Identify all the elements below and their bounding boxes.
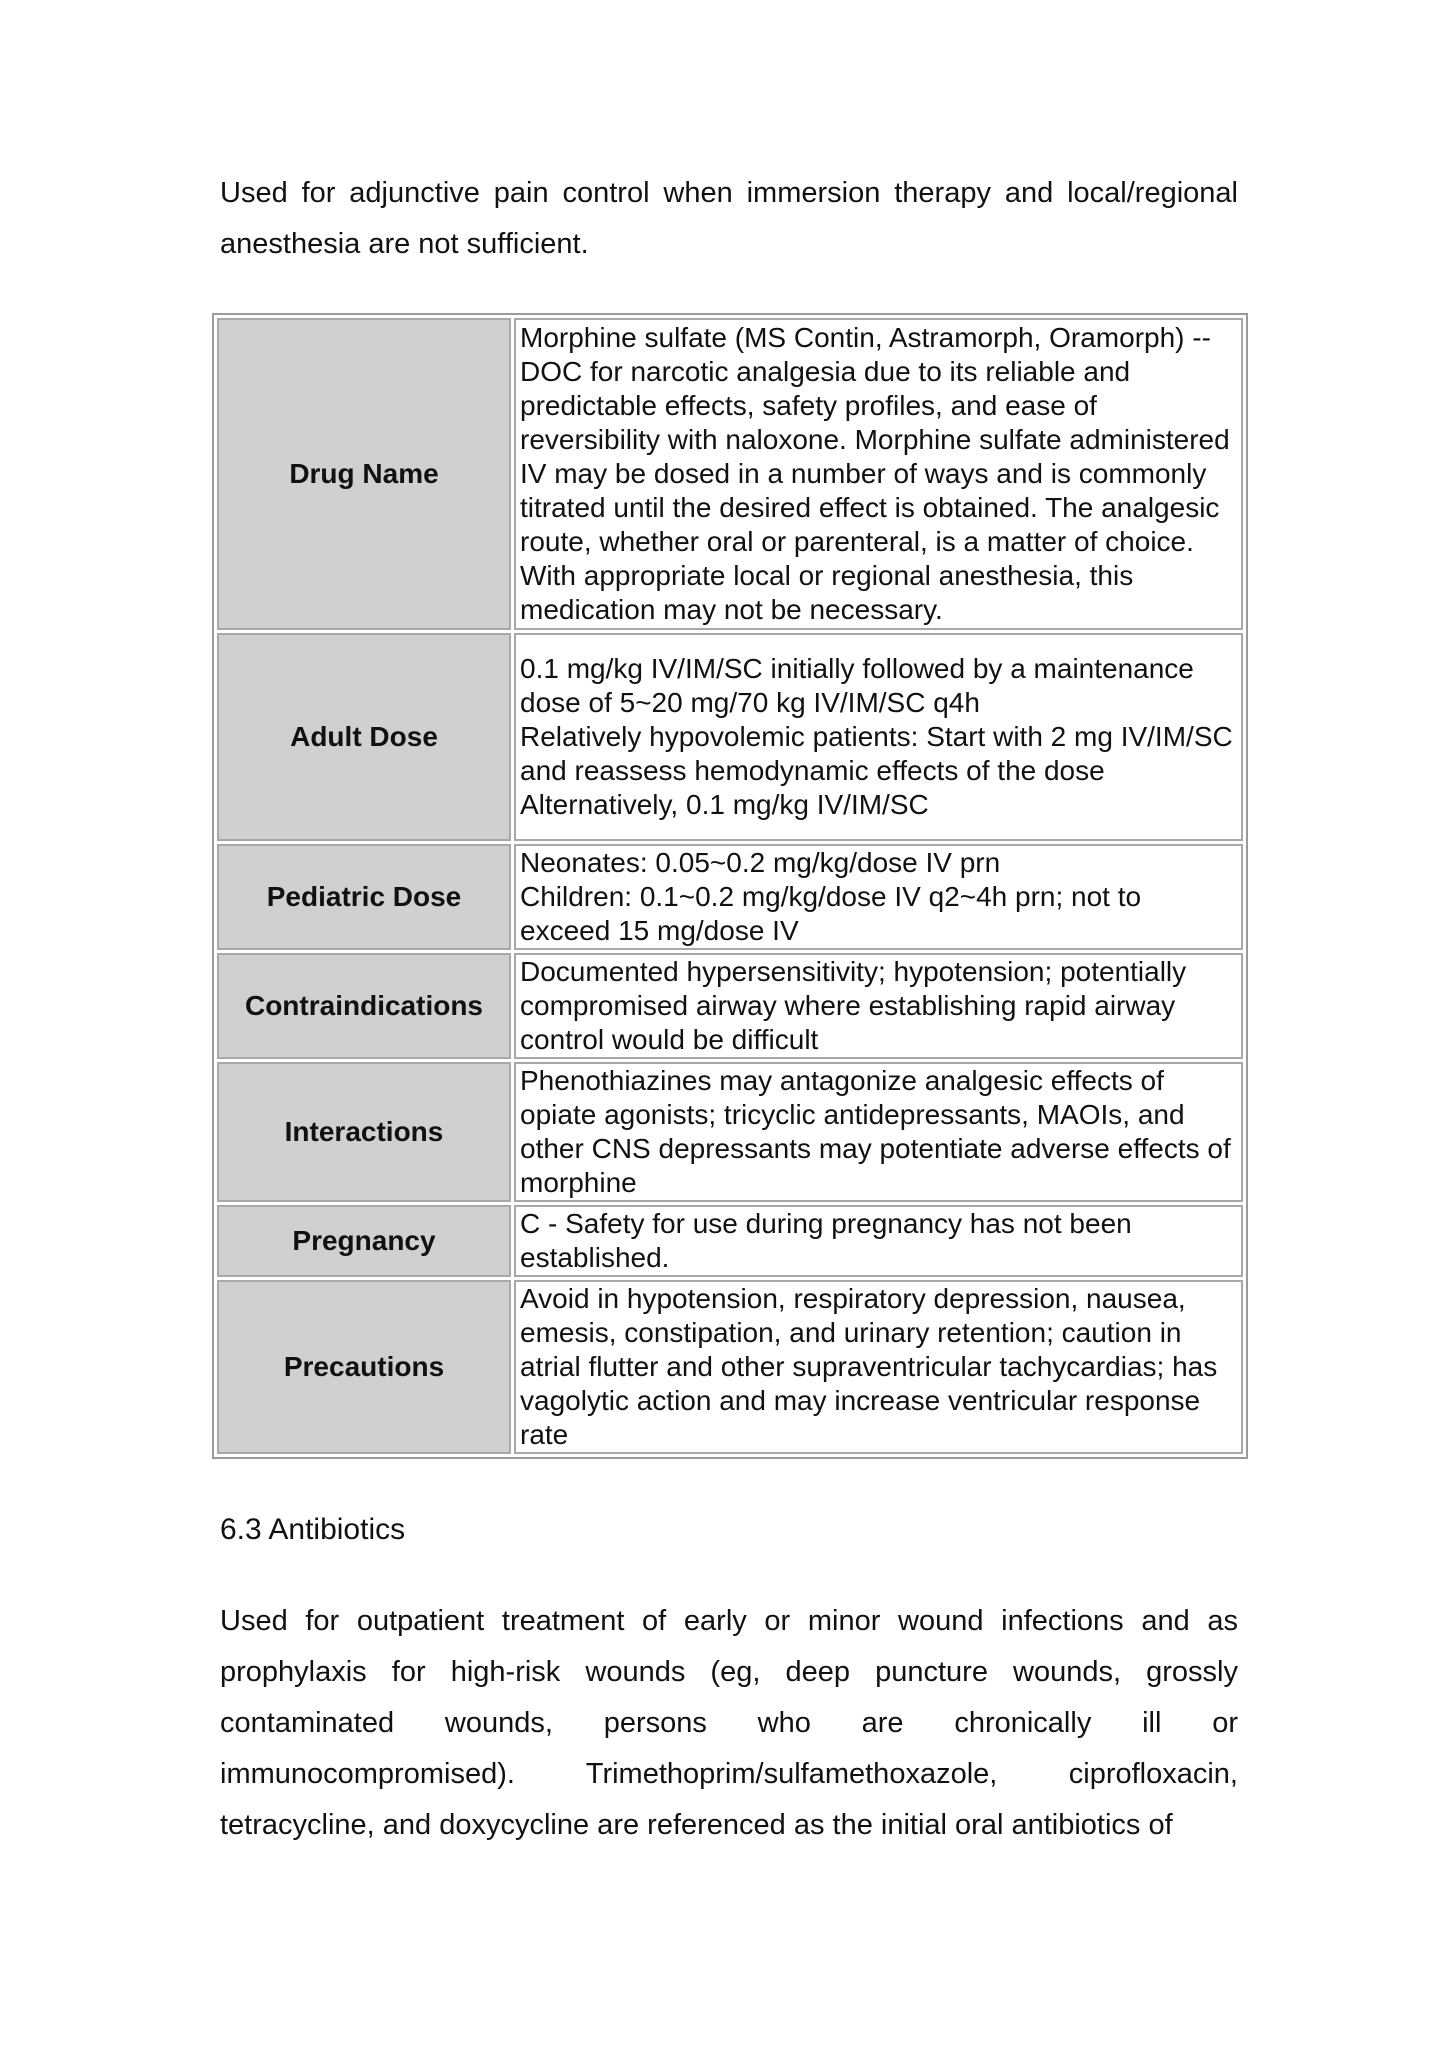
adult-dose-line-2: Relatively hypovolemic patients: Start with 2 mg IV/IM/SC and reassess hemodynamic effects of the dose	[520, 721, 1233, 786]
table-row-adult-dose	[217, 633, 1243, 841]
row-label-pediatric-dose: Pediatric Dose	[217, 844, 511, 950]
pediatric-dose-line-2: Children: 0.1~0.2 mg/kg/dose IV q2~4h prn; not to exceed 15 mg/dose IV	[520, 881, 1142, 946]
row-value-contraindications: Documented hypersensitivity; hypotension; potentially compromised airway where establishing rapid airway control would be difficult	[514, 953, 1243, 1059]
table-row-contraindications	[217, 953, 1243, 1059]
row-label-contraindications: Contraindications	[217, 953, 511, 1059]
row-value-pregnancy: C - Safety for use during pregnancy has not been established.	[514, 1205, 1243, 1277]
row-value-drug-name: Morphine sulfate (MS Contin, Astramorph, Oramorph) -- DOC for narcotic analgesia due to its reliable and predictable effects, safety profiles, and ease of reversibility with naloxone. Morphine sulfate administered IV may be dosed in a number of ways and is commonly titrated until the desired effect is obtained. The analgesic route, whether oral or parenteral, is a matter of choice. With appropriate local or regional anesthesia, this medication may not be necessary.	[514, 318, 1243, 630]
intro-paragraph: Used for adjunctive pain control when immersion therapy and local/regional anesthesia are not sufficient.	[220, 177, 1238, 260]
row-value-pediatric-dose	[514, 844, 1243, 950]
table-row-precautions	[217, 1280, 1243, 1454]
row-value-precautions: Avoid in hypotension, respiratory depression, nausea, emesis, constipation, and urinary retention; caution in atrial flutter and other supraventricular tachycardias; has vagolytic action and may increase ventricular response rate	[514, 1280, 1243, 1454]
table-row-pregnancy	[217, 1205, 1243, 1277]
row-label-interactions: Interactions	[217, 1062, 511, 1202]
adult-dose-line-1: 0.1 mg/kg IV/IM/SC initially followed by a maintenance dose of 5~20 mg/70 kg IV/IM/SC q4h	[520, 653, 1194, 718]
adult-dose-line-3: Alternatively, 0.1 mg/kg IV/IM/SC	[520, 789, 929, 820]
drug-info-table	[212, 313, 1248, 1459]
pediatric-dose-line-1: Neonates: 0.05~0.2 mg/kg/dose IV prn	[520, 847, 1001, 878]
row-label-drug-name: Drug Name	[217, 318, 511, 630]
antibiotics-paragraph: Used for outpatient treatment of early or minor wound infections and as prophylaxis for high-risk wounds (eg, deep puncture wounds, grossly contaminated wounds, persons who are chronically ill or immunocompromised). Trimethoprim/sulfamethoxazole, ciprofloxacin, tetracycline, and doxycycline are referenced as the initial oral antibiotics of	[220, 1605, 1238, 1841]
row-value-adult-dose	[514, 633, 1243, 841]
row-label-adult-dose: Adult Dose	[217, 633, 511, 841]
row-label-pregnancy: Pregnancy	[217, 1205, 511, 1277]
table-row-pediatric-dose	[217, 844, 1243, 950]
section-heading-antibiotics: 6.3 Antibiotics	[220, 1513, 406, 1546]
table-row-interactions	[217, 1062, 1243, 1202]
row-value-interactions: Phenothiazines may antagonize analgesic effects of opiate agonists; tricyclic antidepressants, MAOIs, and other CNS depressants may potentiate adverse effects of morphine	[514, 1062, 1243, 1202]
table-row-drug-name	[217, 318, 1243, 630]
row-label-precautions: Precautions	[217, 1280, 511, 1454]
